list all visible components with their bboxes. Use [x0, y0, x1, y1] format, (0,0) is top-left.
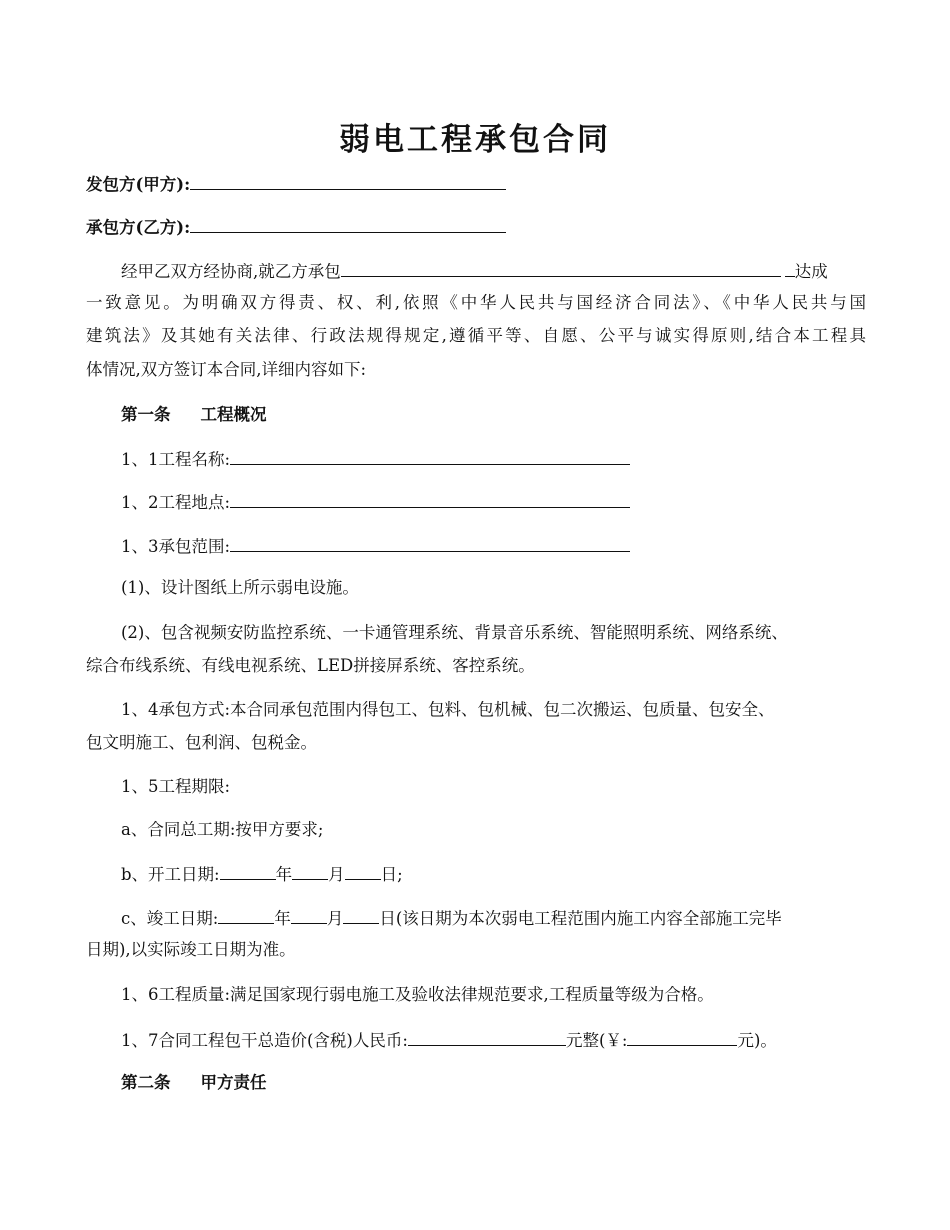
intro-line-2: 一致意见。为明确双方得责、权、利,依照《中华人民共与国经济合同法》、《中华人民共与国	[86, 293, 866, 312]
short-blank	[785, 258, 795, 277]
party-b-label: 承包方(乙方):	[86, 218, 191, 237]
item-1-4-line-2: 包文明施工、包利润、包税金。	[86, 733, 317, 752]
day-label: 日	[379, 909, 396, 928]
day-label: 日	[380, 865, 398, 884]
item-1-5: 1、5工程期限:	[121, 777, 231, 796]
item-1-2	[121, 489, 630, 515]
contract-scope-label: 1、3承包范围:	[121, 537, 231, 556]
start-day-blank[interactable]	[345, 861, 381, 880]
party-a-line	[86, 171, 506, 197]
start-year-blank[interactable]	[220, 861, 276, 880]
intro-line1-pre: 经甲乙双方经协商,就乙方承包	[121, 262, 341, 281]
month-label: 月	[326, 909, 344, 928]
project-name-label: 1、1工程名称:	[121, 450, 231, 469]
completion-date-label: c、竣工日期:	[121, 909, 219, 928]
scope-item-2-line-2: 综合布线系统、有线电视系统、LED拼接屏系统、客控系统。	[86, 656, 535, 675]
article-2-number: 第二条	[121, 1073, 171, 1092]
period-c-line-2: 日期),以实际竣工日期为准。	[86, 940, 296, 959]
intro-line-3: 建筑法》及其她有关法律、行政法规得规定,遵循平等、自愿、公平与诚实得原则,结合本工程具	[86, 326, 866, 345]
article-1-number: 第一条	[121, 405, 171, 424]
end-day-blank[interactable]	[343, 905, 379, 924]
party-a-blank[interactable]	[190, 171, 506, 190]
article-2-title: 甲方责任	[200, 1073, 267, 1092]
period-c-rest: (该日期为本次弱电工程范围内施工内容全部施工完毕	[395, 909, 782, 928]
price-number-blank[interactable]	[627, 1027, 737, 1046]
item-1-3	[121, 533, 630, 559]
article-1-title: 工程概况	[200, 405, 267, 424]
year-label: 年	[275, 865, 293, 884]
month-label: 月	[328, 865, 345, 884]
total-price-label: 1、7合同工程包干总造价(含税)人民币:	[121, 1031, 408, 1050]
project-blank[interactable]	[341, 258, 781, 277]
party-a-label: 发包方(甲方):	[86, 175, 191, 194]
year-label: 年	[274, 909, 291, 928]
project-location-label: 1、2工程地点:	[121, 493, 231, 512]
intro-line-1	[121, 258, 828, 284]
intro-line1-post: 达成	[794, 262, 828, 281]
project-location-blank[interactable]	[230, 489, 630, 508]
project-name-blank[interactable]	[230, 446, 630, 465]
period-a: a、合同总工期:按甲方要求;	[121, 820, 324, 839]
item-1-6: 1、6工程质量:满足国家现行弱电施工及验收法律规范要求,工程质量等级为合格。	[121, 985, 714, 1004]
article-2-heading	[121, 1071, 267, 1095]
party-b-blank[interactable]	[190, 214, 506, 233]
item-1-1	[121, 446, 630, 472]
end-year-blank[interactable]	[218, 905, 274, 924]
end-month-blank[interactable]	[291, 905, 327, 924]
item-1-4-line-1: 1、4承包方式:本合同承包范围内得包工、包料、包机械、包二次搬运、包质量、包安全、	[121, 700, 775, 719]
contract-scope-blank[interactable]	[230, 533, 630, 552]
period-c-line-1	[121, 905, 782, 931]
period-b	[121, 861, 403, 887]
price-mid-label: 元整(￥:	[565, 1031, 628, 1050]
scope-item-2-line-1: (2)、包含视频安防监控系统、一卡通管理系统、背景音乐系统、智能照明系统、网络系统、	[121, 623, 788, 642]
party-b-line	[86, 214, 506, 240]
item-1-7	[121, 1027, 777, 1053]
start-date-label: b、开工日期:	[121, 865, 220, 884]
price-end-label: 元)。	[737, 1031, 777, 1050]
article-1-heading	[121, 403, 267, 427]
start-month-blank[interactable]	[292, 861, 328, 880]
intro-line-4: 体情况,双方签订本合同,详细内容如下:	[86, 360, 367, 379]
document-title: 弱电工程承包合同	[339, 122, 611, 158]
price-words-blank[interactable]	[408, 1027, 566, 1046]
scope-item-1: (1)、设计图纸上所示弱电设施。	[121, 578, 359, 597]
period-b-end: ;	[397, 865, 403, 884]
